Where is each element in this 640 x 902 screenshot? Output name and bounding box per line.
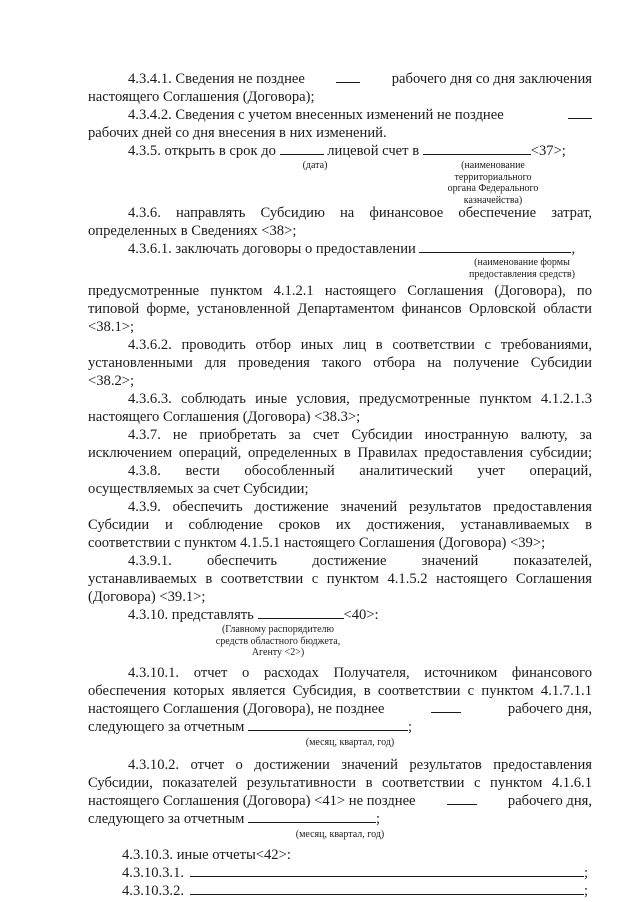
paragraph-line: 4.3.9.1. обеспечить достижение значений показателей, xyxy=(128,553,592,569)
caption-note: (дата) xyxy=(302,160,328,171)
paragraph-line: 4.3.4.1. Сведения не позднее рабочего дня со дня заключения xyxy=(128,71,592,87)
paragraph-line: исключением операций, определенных в Правилах предоставления субсидии; xyxy=(88,445,592,461)
blank-field xyxy=(423,142,531,155)
caption-note: (наименование территориального органа Федерального казначейства) xyxy=(447,160,539,206)
paragraph-line: следующего за отчетным ; xyxy=(88,811,381,827)
blank-field xyxy=(190,882,584,895)
paragraph-line: настоящего Соглашения (Договора); xyxy=(88,89,315,105)
paragraph-line: осуществляемых за счет Субсидии; xyxy=(88,481,309,497)
paragraph-line: 4.3.6.2. проводить отбор иных лиц в соответствии с требованиями, xyxy=(128,337,592,353)
blank-field xyxy=(248,810,376,823)
paragraph-line: 4.3.10.1. отчет о расходах Получателя, источником финансового xyxy=(128,665,592,681)
paragraph-line: рабочих дней со дня внесения в них изменений. xyxy=(88,125,387,141)
paragraph-line: следующего за отчетным ; xyxy=(88,719,413,735)
paragraph-line: установленными для проведения такого отбора на получение Субсидии xyxy=(88,355,592,371)
paragraph-line: 4.3.5. открыть в срок до лицевой счет в <37>; xyxy=(128,143,566,159)
paragraph-line: настоящего Соглашения (Договора) <38.3>; xyxy=(88,409,361,425)
blank-field xyxy=(568,106,592,119)
blank-field xyxy=(190,864,584,877)
paragraph-line: <38.2>; xyxy=(88,373,135,389)
paragraph-line: Субсидии и соблюдение сроков их достижения, устанавливаемых в xyxy=(88,517,592,533)
paragraph-line: 4.3.6.1. заключать договоры о предоставлении , xyxy=(128,241,576,257)
caption-note: (Главному распорядителю средств областного бюджета, Агенту <2>) xyxy=(215,624,341,658)
blank-field xyxy=(447,792,477,805)
caption-note: (наименование формы предоставления средств) xyxy=(469,257,575,280)
paragraph-line: 4.3.10.3.1. ; xyxy=(122,865,588,881)
paragraph-line: 4.3.10.3.2. ; xyxy=(122,883,588,899)
paragraph-line: 4.3.8. вести обособленный аналитический учет операций, xyxy=(128,463,592,479)
paragraph-line: типовой форме, установленной Департаментом финансов Орловской области xyxy=(88,301,592,317)
blank-field xyxy=(419,240,571,253)
paragraph-line: 4.3.10.3. иные отчеты<42>: xyxy=(122,847,291,863)
paragraph-line: соответствии с пунктом 4.1.5.1 настоящего Соглашения (Договора) <39>; xyxy=(88,535,546,551)
blank-field xyxy=(248,718,408,731)
paragraph-line: устанавливаемых в соответствии с пунктом 4.1.5.2 настоящего Соглашения xyxy=(88,571,592,587)
blank-field xyxy=(280,142,324,155)
caption-note: (месяц, квартал, год) xyxy=(305,737,395,748)
paragraph-line: 4.3.4.2. Сведения с учетом внесенных изменений не позднее xyxy=(128,106,592,124)
blank-field xyxy=(431,700,461,713)
paragraph-line: 4.3.7. не приобретать за счет Субсидии иностранную валюту, за xyxy=(128,427,592,443)
paragraph-line: 4.3.6.3. соблюдать иные условия, предусмотренные пунктом 4.1.2.1.3 xyxy=(128,391,592,407)
paragraph-line: 4.3.10. представлять <40>: xyxy=(128,607,379,623)
paragraph-line: Субсидии, показателей результативности в соответствии с пунктом 4.1.6.1 xyxy=(88,775,592,791)
paragraph-line: настоящего Соглашения (Договора) <41> не позднее рабочего дня, xyxy=(88,793,592,809)
paragraph-line: предусмотренные пунктом 4.1.2.1 настоящего Соглашения (Договора), по xyxy=(88,283,592,299)
paragraph-line: <38.1>; xyxy=(88,319,135,335)
blank-field xyxy=(336,70,360,83)
paragraph-line: обеспечения которых является Субсидия, в соответствии с пунктом 4.1.7.1.1 xyxy=(88,683,592,699)
caption-note: (месяц, квартал, год) xyxy=(295,829,385,840)
paragraph-line: 4.3.9. обеспечить достижение значений результатов предоставления xyxy=(128,499,592,515)
paragraph-line: настоящего Соглашения (Договора), не позднее рабочего дня, xyxy=(88,701,592,717)
paragraph-line: 4.3.10.2. отчет о достижении значений результатов предоставления xyxy=(128,757,592,773)
paragraph-line: 4.3.6. направлять Субсидию на финансовое обеспечение затрат, xyxy=(128,205,592,221)
blank-field xyxy=(258,606,344,619)
paragraph-line: определенных в Сведениях <38>; xyxy=(88,223,297,239)
paragraph-line: (Договора) <39.1>; xyxy=(88,589,206,605)
